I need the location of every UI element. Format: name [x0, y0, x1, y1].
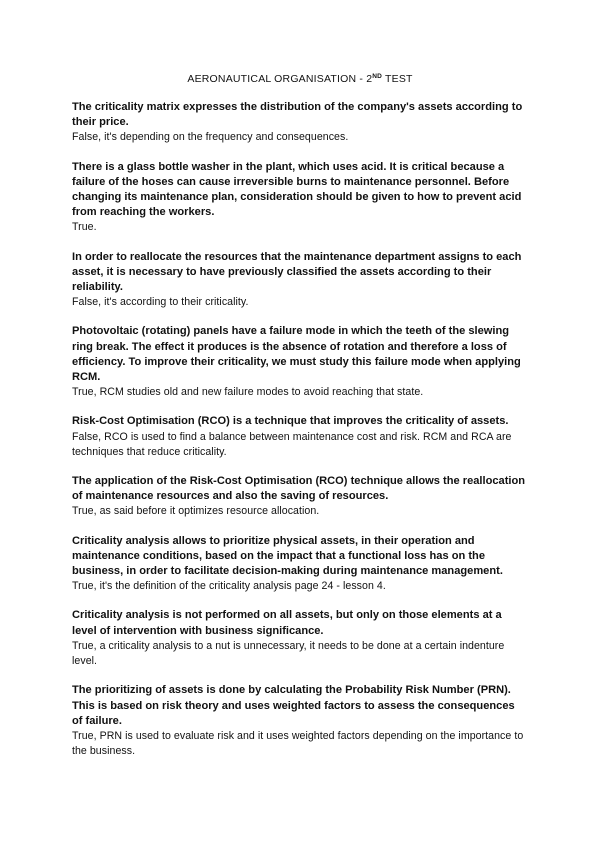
answer-text: False, RCO is used to find a balance between maintenance cost and risk. RCM and RCA are techniques that reduce criticality. — [72, 430, 512, 458]
question-text: The prioritizing of assets is done by calculating the Probability Risk Number (PRN). This is based on risk theory and uses weighted factors to assess the consequences of failure. — [72, 684, 515, 727]
answer-text: True, it's the definition of the criticality analysis page 24 - lesson 4. — [72, 580, 386, 593]
question-text: The application of the Risk-Cost Optimisation (RCO) technique allows the reallocation of maintenance resources and also the saving of resources. — [72, 475, 526, 503]
answer-text: False, it's according to their criticality. — [72, 296, 249, 309]
qa-item-5 — [72, 414, 528, 460]
question-text: In order to reallocate the resources that the maintenance department assigns to each asset, it is necessary to have previously classified the assets according to their reliability. — [72, 250, 522, 294]
answer-text: True. — [72, 221, 97, 234]
qa-item-3 — [72, 250, 528, 311]
answer-text: True, as said before it optimizes resource allocation. — [72, 505, 320, 518]
document-title — [72, 70, 528, 86]
qa-item-7 — [72, 534, 528, 595]
qa-item-1 — [72, 100, 528, 146]
question-text: Criticality analysis is not performed on all assets, but only on those elements at a level of intervention with business significance. — [72, 609, 502, 637]
qa-item-6 — [72, 474, 528, 520]
qa-item-8 — [72, 608, 528, 669]
answer-text: True, RCM studies old and new failure modes to avoid reaching that state. — [72, 386, 424, 399]
answer-text: True, PRN is used to evaluate risk and it uses weighted factors depending on the importance to the business. — [72, 729, 524, 758]
document-title-tail: TEST — [382, 73, 413, 85]
question-text: Risk-Cost Optimisation (RCO) is a technique that improves the criticality of assets. — [72, 415, 509, 428]
document-title-main: AERONAUTICAL ORGANISATION - 2 — [187, 73, 373, 85]
question-text: Criticality analysis allows to prioritize physical assets, in their operation and maintenance conditions, based on the impact that a functional loss has on the business, in order to facilitate decision-making during maintenance management. — [72, 534, 503, 578]
qa-item-2 — [72, 160, 528, 236]
question-text: Photovoltaic (rotating) panels have a failure mode in which the teeth of the slewing ring break. The effect it produces is the absence of rotation and therefore a loss of efficiency. To improve their criticality, we must study this failure mode when applying RCM. — [72, 325, 521, 384]
qa-item-4 — [72, 324, 528, 400]
qa-item-9 — [72, 683, 528, 759]
document-title-superscript: ND — [372, 73, 383, 80]
question-text: There is a glass bottle washer in the plant, which uses acid. It is critical because a failure of the hoses can cause irreversible burns to maintenance personnel. Before changing its maintenance plan, consideration should be given to how to prevent acid from reaching the workers. — [72, 160, 522, 219]
answer-text: False, it's depending on the frequency and consequences. — [72, 131, 349, 144]
question-text: The criticality matrix expresses the distribution of the company's assets according to their price. — [72, 101, 523, 129]
answer-text: True, a criticality analysis to a nut is unnecessary, it needs to be done at a certain indenture level. — [72, 639, 505, 668]
